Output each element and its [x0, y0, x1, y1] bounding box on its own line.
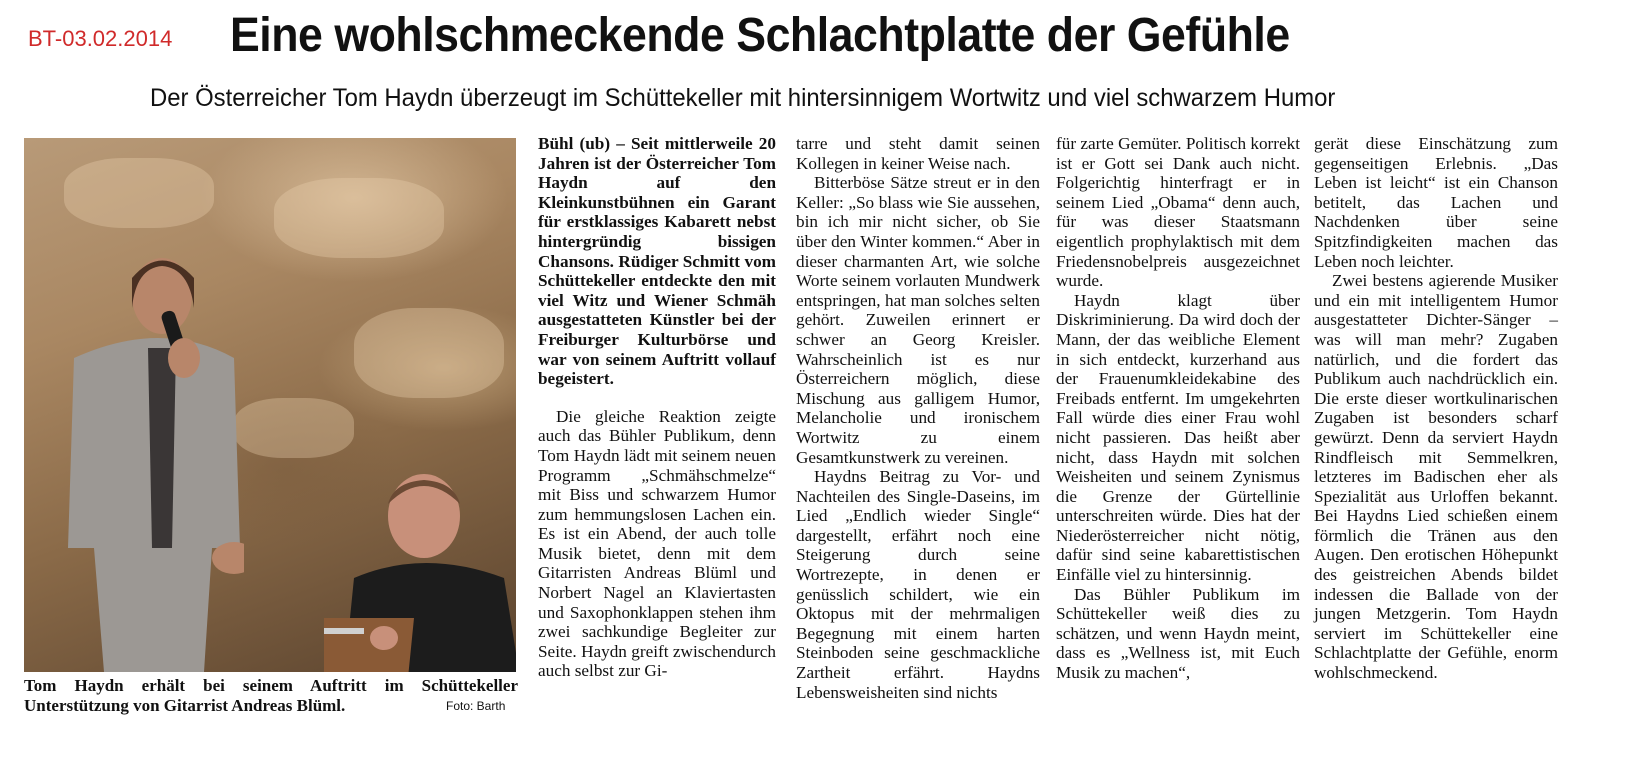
article-column-3: [1056, 134, 1300, 683]
article-paragraph: Haydns Beitrag zu Vor- und Nachteilen des Single-Daseins, im Lied „Endlich wieder Single“ dargestellt, erfährt noch eine Steigerung durch seine Wortrezepte, in denen er genüsslich schildert, wie ein Oktopus mit der mehrmaligen Begegnung mit einem harten Steinboden seine geschmackliche Zartheit erfährt. Haydns Lebensweisheiten sind nichts: [796, 467, 1040, 702]
article-paragraph: Das Bühler Publikum im Schüttekeller weiß dies zu schätzen, und wenn Haydn meint, dass es „Wellness ist, mit Euch Musik zu machen“,: [1056, 584, 1300, 683]
headline: Eine wohlschmeckende Schlachtplatte der Gefühle: [230, 9, 1290, 62]
article-paragraph: Bitterböse Sätze streut er in den Keller: „So blass wie Sie aussehen, bin ich mir nicht sicher, ob Sie über den Winter kommen.“ Aber in dieser charmanten Art, wie solche Worte seinem vorlauten Mundwerk entspringen, hat man solches selten gehört. Zuweilen erinnert er schwer an Georg Kreisler. Wahrscheinlich ist es nur Österreichern möglich, diese Mischung aus galligem Humor, Melancholie und ironischem Wortwitz zu einem Gesamtkunstwerk zu vereinen.: [796, 173, 1040, 467]
article-paragraph: für zarte Gemüter. Politisch korrekt ist er Gott sei Dank auch nicht. Folgerichtig hinterfragt er in seinem Lied „Obama“ denn auch, für was dieser Staatsmann eigentlich prophylaktisch mit dem Friedensnobelpreis ausgezeichnet wurde.: [1056, 134, 1300, 291]
article-column-2: [796, 134, 1040, 702]
article-paragraph: Zwei bestens agierende Musiker und ein mit intelligentem Humor ausgestatteter Dichter-Sänger – was will man mehr? Zugaben natürlich, und die fordert das Publikum auch nachdrücklich ein. Die erste dieser wortkulinarischen Zugaben ist besonders scharf gewürzt. Denn da serviert Haydn Rindfleisch mit Semmelkren, letzteres im Badischen eher als Spezialität aus Urloffen bekannt. Bei Haydns Lied schießen einem förmlich die Tränen aus den Augen. Den erotischen Höhepunkt des geistreichen Abends bildet indessen die Ballade von der jungen Metzgerin. Tom Haydn serviert im Schüttekeller eine Schlachtplatte der Gefühle, enorm wohlschmeckend.: [1314, 271, 1558, 683]
article-paragraph: gerät diese Einschätzung zum gegenseitigen Erlebnis. „Das Leben ist leicht“ ist ein Chanson betitelt, das Lachen und Nachdenken über seine Spitzfindigkeiten machen das Leben noch leichter.: [1314, 134, 1558, 271]
article-paragraph: tarre und steht damit seinen Kollegen in keiner Weise nach.: [796, 134, 1040, 173]
dateline: BT-03.02.2014: [28, 26, 173, 51]
subheadline: Der Österreicher Tom Haydn überzeugt im Schüttekeller mit hintersinnigem Wortwitz und viel schwarzem Humor: [150, 84, 1336, 112]
article-column-4: [1314, 134, 1558, 683]
article-lead: Bühl (ub) – Seit mittlerweile 20 Jahren ist der Österreicher Tom Haydn auf den Kleinkunstbühnen ein Garant für erstklassiges Kabarett nebst hintergründig bissigen Chansons. Rüdiger Schmitt vom Schüttekeller entdeckte den mit viel Witz und Wiener Schmäh ausgestatteten Künstler bei der Freiburger Kulturbörse und war von seinem Auftritt vollauf begeistert.: [538, 134, 776, 389]
photo-caption: Tom Haydn erhält bei seinem Auftritt im Schüttekeller Unterstützung von Gitarrist Andreas Blüml.: [24, 676, 518, 715]
article-photo: [24, 138, 516, 672]
article-paragraph: Haydn klagt über Diskriminierung. Da wird doch der Mann, der das weibliche Element in sich entdeckt, kurzerhand aus der Frauenumkleidekabine des Freibads entfernt. Im umgekehrten Fall würde dies einer Frau wohl nicht passieren. Das heißt aber nicht, dass Haydn mit solchen Weisheiten und seinem Zynismus die Grenze der Gürtellinie unterschreiten würde. Dies hat der Niederösterreicher nicht nötig, dafür sind seine kabarettistischen Einfälle viel zu hintersinnig.: [1056, 290, 1300, 585]
article-column-1: [538, 134, 776, 681]
article-paragraph: Die gleiche Reaktion zeigte auch das Bühler Publikum, denn Tom Haydn lädt mit seinem neuen Programm „Schmähschmelze“ mit Biss und schwarzem Humor zum hemmungslosen Lachen ein. Es ist ein Abend, der auch tolle Musik bietet, denn mit dem Gitarristen Andreas Blüml und Norbert Nagel an Klaviertasten und Saxophonklappen stehen ihm zwei sachkundige Begleiter zur Seite. Haydn greift zwischendurch auch selbst zur Gi-: [538, 406, 776, 681]
guitarist-figure: [324, 468, 516, 672]
performer-figure: [44, 248, 244, 672]
photo-credit: Foto: Barth: [446, 699, 506, 713]
